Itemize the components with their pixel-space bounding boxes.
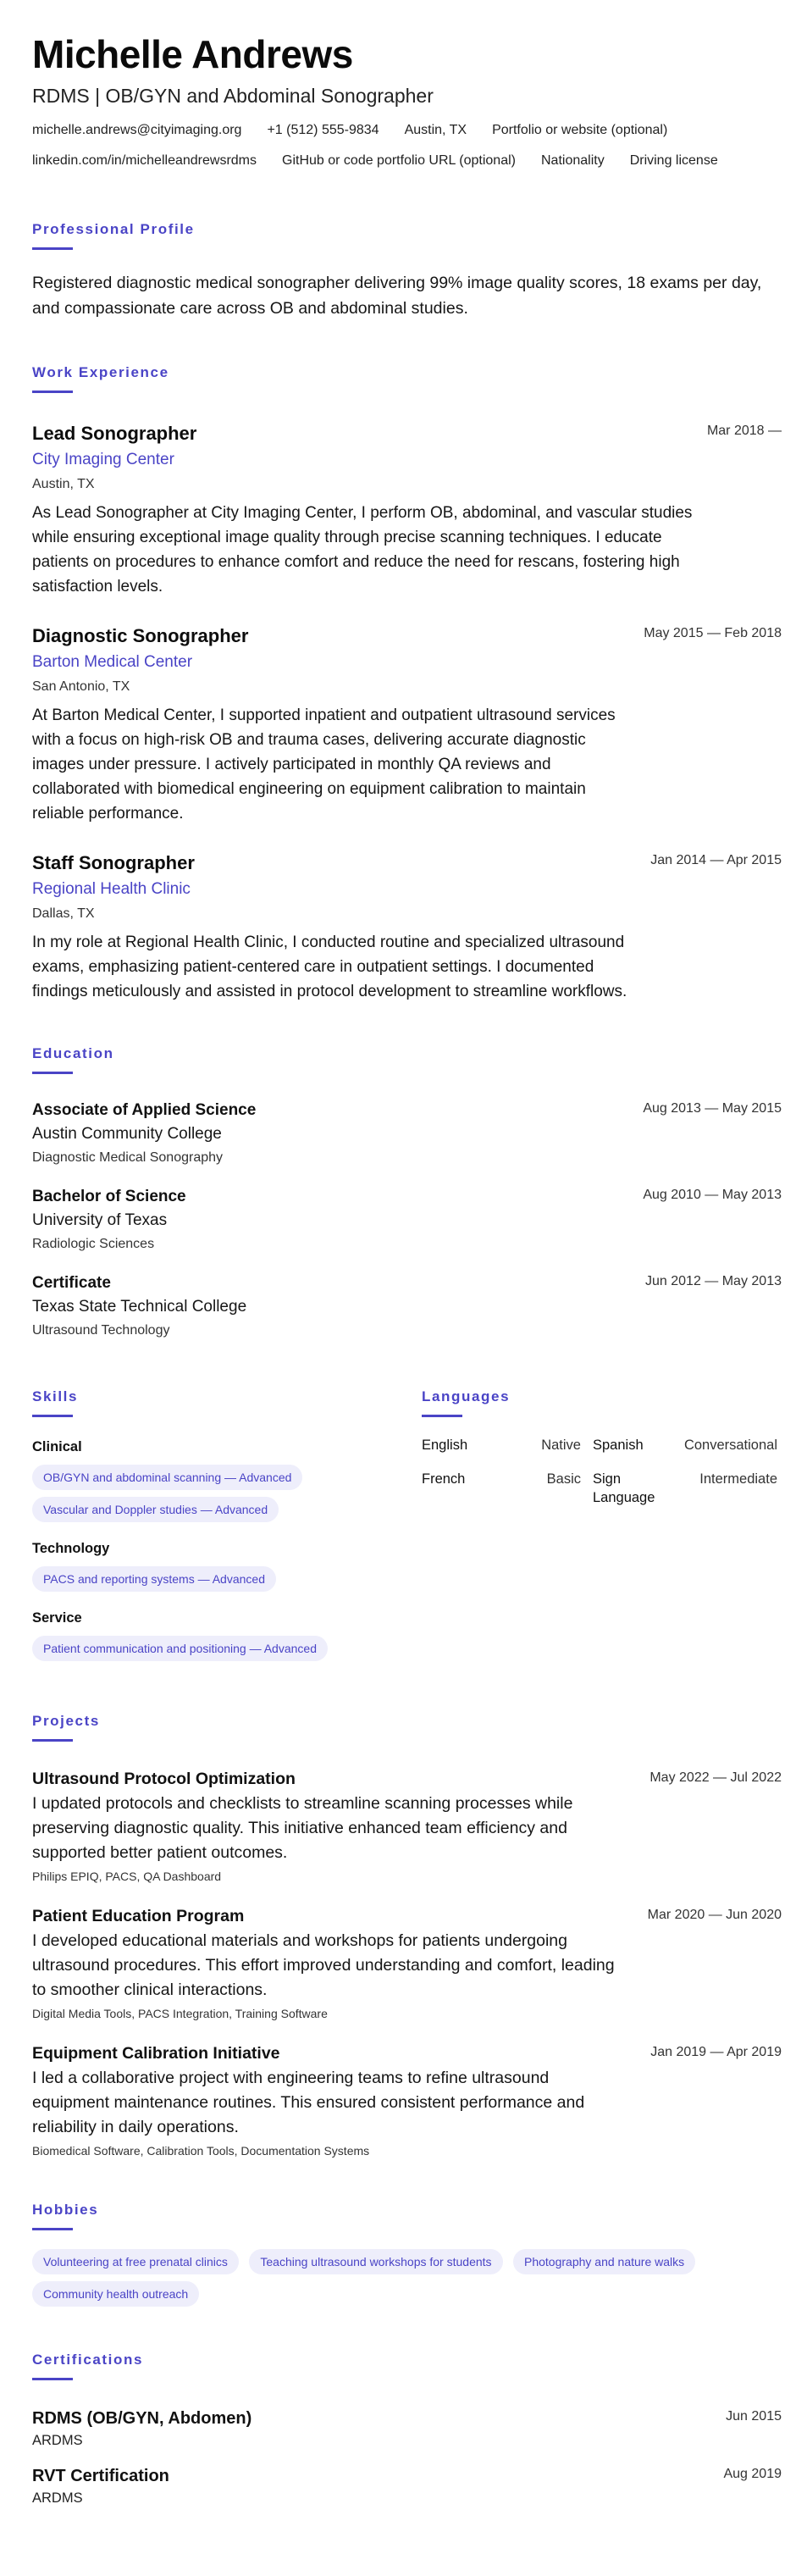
- degree-name: Bachelor of Science: [32, 1188, 186, 1205]
- language-name: French: [422, 1471, 466, 1487]
- certification-title: RDMS (OB/GYN, Abdomen): [32, 2409, 252, 2428]
- resume-header: [32, 30, 782, 183]
- hobby-chip: Volunteering at free prenatal clinics: [32, 2249, 239, 2274]
- project-entry: [32, 2043, 782, 2158]
- skills-section: [32, 1388, 422, 1668]
- project-title: Patient Education Program: [32, 1907, 245, 1925]
- degree-name: Certificate: [32, 1274, 111, 1292]
- project-dates: Jan 2019 — Apr 2019: [650, 2045, 782, 2059]
- contact-github[interactable]: GitHub or code portfolio URL (optional): [282, 153, 516, 168]
- skills-languages-row: [32, 1388, 782, 1668]
- certification-date: Aug 2019: [723, 2467, 782, 2481]
- contact-email[interactable]: michelle.andrews@cityimaging.org: [32, 123, 242, 137]
- section-divider: [32, 391, 73, 393]
- job-location: Austin, TX: [32, 477, 95, 491]
- language-name: Sign Language: [593, 1471, 655, 1505]
- section-title-skills: Skills: [32, 1388, 79, 1404]
- job-title: Diagnostic Sonographer: [32, 625, 249, 646]
- experience-section: [32, 363, 782, 1004]
- hobby-chips: [32, 2249, 794, 2313]
- section-title-certifications: Certifications: [32, 2352, 144, 2368]
- certifications-section: [32, 2351, 782, 2507]
- section-title-profile: Professional Profile: [32, 221, 195, 237]
- employer-name: Barton Medical Center: [32, 653, 193, 671]
- skill-group-title: Clinical: [32, 1439, 82, 1454]
- skill-chip: Vascular and Doppler studies — Advanced: [32, 1497, 279, 1522]
- contact-list: [32, 122, 786, 183]
- job-description: In my role at Regional Health Clinic, I conducted routine and specialized ultrasound exams, emphasizing patient-centered care in outpatient settings. I documented findings meticulously and assisted in protocol development to streamline workflows.: [32, 933, 627, 1000]
- languages-section: [422, 1388, 782, 1668]
- certification-entry: [32, 2465, 782, 2507]
- certification-title: RVT Certification: [32, 2467, 169, 2485]
- certification-date: Jun 2015: [726, 2409, 782, 2424]
- job-location: Dallas, TX: [32, 906, 95, 921]
- section-divider: [32, 1415, 73, 1417]
- skill-group: [32, 1438, 422, 1529]
- section-title-projects: Projects: [32, 1713, 100, 1729]
- contact-location: Austin, TX: [404, 123, 467, 137]
- project-dates: Mar 2020 — Jun 2020: [647, 1908, 782, 1922]
- language-level: Basic: [546, 1471, 581, 1487]
- education-dates: Aug 2013 — May 2015: [643, 1101, 782, 1116]
- language-list: [422, 1436, 782, 1507]
- skill-chips: [32, 1636, 422, 1668]
- language-name: English: [422, 1438, 468, 1453]
- section-divider: [422, 1415, 462, 1417]
- skill-group: [32, 1539, 422, 1598]
- field-of-study: Diagnostic Medical Sonography: [32, 1150, 224, 1165]
- education-section: [32, 1044, 782, 1340]
- job-description: As Lead Sonographer at City Imaging Center, I perform OB, abdominal, and vascular studies while ensuring exceptional image quality through precise scanning techniques. I educate patients on procedures to enhance comfort and reduce the need for rescans, fostering high satisfaction levels.: [32, 504, 693, 596]
- contact-driving-license: Driving license: [629, 153, 718, 168]
- experience-entry: [32, 422, 782, 599]
- job-dates: Mar 2018 —: [706, 424, 782, 438]
- project-entry: [32, 1769, 782, 1884]
- contact-portfolio[interactable]: Portfolio or website (optional): [492, 123, 668, 137]
- job-title: Staff Sonographer: [32, 852, 195, 873]
- section-divider: [32, 2378, 73, 2380]
- section-title-hobbies: Hobbies: [32, 2202, 99, 2218]
- school-name: Austin Community College: [32, 1125, 222, 1143]
- employer-name: Regional Health Clinic: [32, 880, 191, 898]
- hobby-chip: Community health outreach: [32, 2281, 199, 2307]
- skill-group-title: Technology: [32, 1541, 110, 1556]
- hobbies-section: [32, 2201, 782, 2313]
- job-dates: Jan 2014 — Apr 2015: [650, 853, 782, 867]
- job-location: San Antonio, TX: [32, 679, 130, 694]
- section-divider: [32, 2228, 73, 2230]
- school-name: University of Texas: [32, 1211, 168, 1229]
- skill-chip: Patient communication and positioning — Advanced: [32, 1636, 328, 1661]
- school-name: Texas State Technical College: [32, 1298, 247, 1316]
- language-level: Native: [541, 1438, 581, 1453]
- project-description: I developed educational materials and workshops for patients undergoing ultrasound procedures. This effort improved understanding and comfort, leading to smoother clinical interactions.: [32, 1931, 615, 1999]
- project-dates: May 2022 — Jul 2022: [649, 1770, 782, 1785]
- candidate-name: Michelle Andrews: [32, 32, 353, 76]
- education-entry: [32, 1186, 782, 1254]
- section-divider: [32, 1739, 73, 1742]
- certification-issuer: ARDMS: [32, 2490, 83, 2506]
- project-technologies: Philips EPIQ, PACS, QA Dashboard: [32, 1870, 222, 1883]
- hobby-chip: Photography and nature walks: [513, 2249, 695, 2274]
- certification-entry: [32, 2407, 782, 2450]
- employer-name: City Imaging Center: [32, 451, 174, 468]
- language-level: Conversational: [683, 1438, 777, 1453]
- project-description: I updated protocols and checklists to streamline scanning processes while preserving diagnostic quality. This initiative enhanced team efficiency and supported better patient outcomes.: [32, 1794, 573, 1862]
- skill-chips: [32, 1566, 422, 1598]
- experience-entry: [32, 624, 782, 826]
- projects-section: [32, 1712, 782, 2158]
- skill-chips: [32, 1465, 422, 1529]
- hobby-chip: Teaching ultrasound workshops for students: [249, 2249, 502, 2274]
- language-level: Intermediate: [699, 1471, 777, 1487]
- skill-group: [32, 1609, 422, 1668]
- education-entry: [32, 1272, 782, 1340]
- certification-issuer: ARDMS: [32, 2433, 83, 2448]
- job-title: Lead Sonographer: [32, 423, 197, 444]
- field-of-study: Radiologic Sciences: [32, 1237, 155, 1251]
- degree-name: Associate of Applied Science: [32, 1101, 257, 1119]
- contact-linkedin[interactable]: linkedin.com/in/michelleandrewsrdms: [32, 153, 257, 168]
- section-title-experience: Work Experience: [32, 364, 169, 380]
- section-title-education: Education: [32, 1045, 114, 1061]
- job-dates: May 2015 — Feb 2018: [644, 626, 782, 640]
- profile-summary: Registered diagnostic medical sonographer delivering 99% image quality scores, 18 exams per day, and compassionate care across OB and abdominal studies.: [32, 274, 762, 318]
- section-title-languages: Languages: [422, 1388, 511, 1404]
- section-divider: [32, 247, 73, 250]
- project-description: I led a collaborative project with engineering teams to refine ultrasound equipment maintenance routines. This ensured consistent performance and reliability in daily operations.: [32, 2069, 585, 2136]
- candidate-headline: RDMS | OB/GYN and Abdominal Sonographer: [32, 85, 434, 107]
- project-technologies: Biomedical Software, Calibration Tools, Documentation Systems: [32, 2144, 370, 2158]
- section-divider: [32, 1072, 73, 1074]
- project-technologies: Digital Media Tools, PACS Integration, Training Software: [32, 2007, 328, 2020]
- skill-chip: OB/GYN and abdominal scanning — Advanced: [32, 1465, 302, 1490]
- language-name: Spanish: [593, 1438, 644, 1453]
- contact-nationality: Nationality: [540, 153, 605, 168]
- education-entry: [32, 1100, 782, 1167]
- job-description: At Barton Medical Center, I supported inpatient and outpatient ultrasound services with a focus on high-risk OB and trauma cases, delivering accurate diagnostic images under pressure. I actively participated in monthly QA reviews and collaborated with biomedical engineering on equipment calibration to maintain reliable performance.: [32, 706, 616, 823]
- project-title: Equipment Calibration Initiative: [32, 2044, 280, 2063]
- skill-chip: PACS and reporting systems — Advanced: [32, 1566, 276, 1592]
- skill-group-title: Service: [32, 1610, 82, 1626]
- education-dates: Jun 2012 — May 2013: [645, 1274, 782, 1288]
- project-title: Ultrasound Protocol Optimization: [32, 1770, 296, 1788]
- experience-entry: [32, 851, 782, 1004]
- contact-phone[interactable]: +1 (512) 555-9834: [267, 123, 379, 137]
- field-of-study: Ultrasound Technology: [32, 1323, 170, 1338]
- project-entry: [32, 1906, 782, 2021]
- education-dates: Aug 2010 — May 2013: [643, 1188, 782, 1202]
- profile-section: [32, 220, 782, 321]
